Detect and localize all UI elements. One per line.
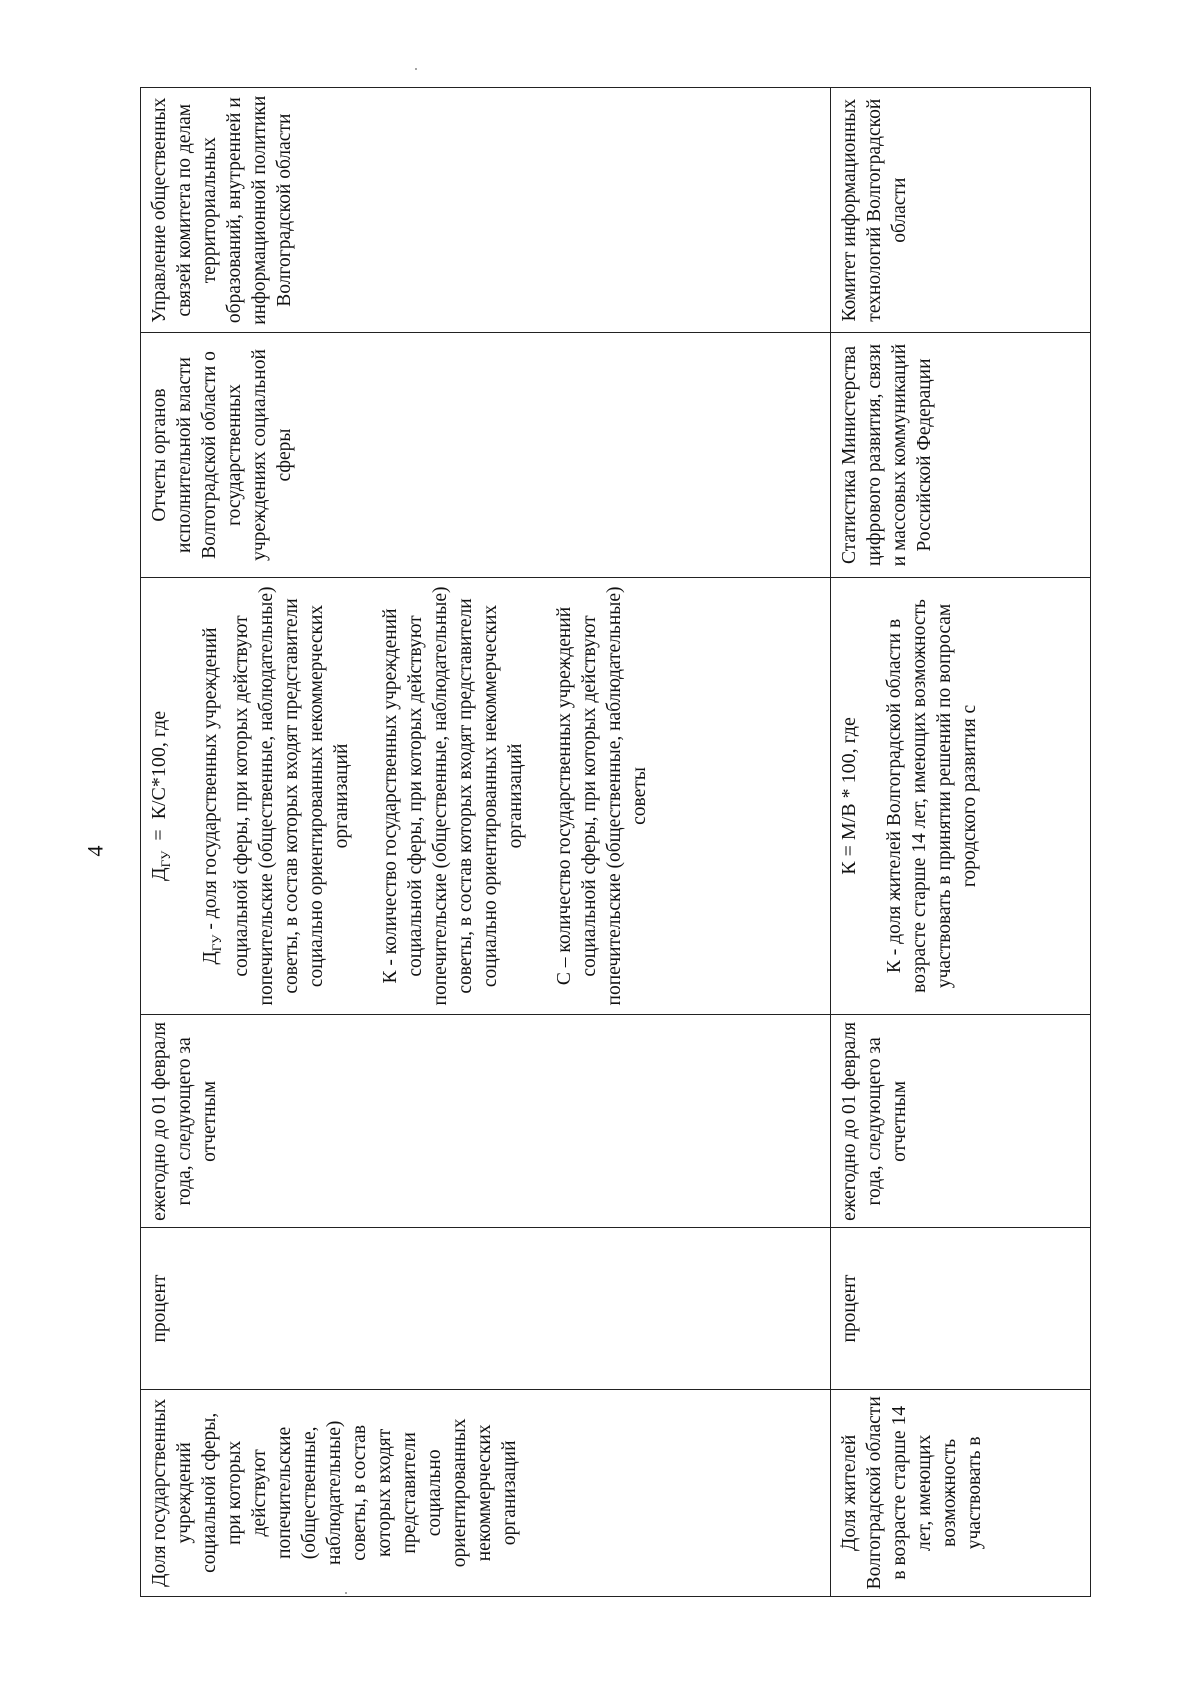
- formula-text: К/С*100, где: [148, 710, 170, 820]
- formula-cell: [831, 577, 1091, 1015]
- formula-cell: [141, 577, 831, 1015]
- indicator-cell: [141, 1389, 831, 1596]
- responsible-text: Управление общественных связей комитета по делам территориальных образований, внутренней и информационной политики Волгоградской области: [149, 95, 295, 325]
- formula-subscript: ГУ: [158, 850, 173, 868]
- formula-line: К = М/В * 100, где: [838, 717, 860, 875]
- source-cell: [141, 333, 831, 577]
- rotated-table-wrapper: [140, 87, 1090, 1597]
- formula-line: [147, 584, 178, 1009]
- period-cell: [141, 1015, 831, 1228]
- period-text: ежегодно до 01 февраля года, следующего за отчетным: [839, 1021, 910, 1221]
- unit-cell: [141, 1228, 831, 1389]
- def-symbol: Д: [200, 951, 221, 965]
- definition-2: К - количество государственных учреждений социальной сферы, при которых действуют попечительские (общественные, наблюдательные) советы, в состав которых входят представители социально ориентированных некоммерческих организаций: [379, 586, 526, 1006]
- period-text: ежегодно до 01 февраля года, следующего за отчетным: [149, 1021, 220, 1221]
- indicators-table: [140, 87, 1091, 1597]
- unit-text: процент: [839, 1274, 860, 1343]
- responsible-cell: [141, 88, 831, 333]
- table-row: [831, 88, 1091, 1597]
- unit-cell: [831, 1228, 1091, 1389]
- unit-text: процент: [149, 1274, 170, 1343]
- table-row: [141, 88, 831, 1597]
- indicator-text: Доля жителей Волгоградской области в возрасте старше 14 лет, имеющих возможность участвовать в: [839, 1396, 985, 1590]
- definition-1: [198, 584, 354, 1009]
- def-1-text: - доля государственных учреждений социальной сферы, при которых действуют попечительские (общественные, наблюдательные) советы, в состав которых входят представители социально ориентированных некоммерческих организаций: [200, 586, 352, 1006]
- source-text: Отчеты органов исполнительной власти Волгоградской области о государственных учреждениях социальной сферы: [149, 349, 295, 561]
- definition-3: С – количество государственных учреждений социальной сферы, при которых действуют попечительские (общественные, наблюдательные) советы: [553, 586, 650, 1006]
- formula-symbol: Д: [148, 867, 170, 882]
- indicator-text: Доля государственных учреждений социальной сферы, при которых действуют попечительские (общественные, наблюдательные) советы, в состав которых входят представители социально ориентированных некоммерческих организаций: [149, 1398, 520, 1587]
- equals-sign: =: [148, 824, 170, 846]
- responsible-text: Комитет информационных технологий Волгоградской области: [839, 98, 910, 322]
- def-subscript: ГУ: [208, 934, 224, 952]
- definition-1: К - доля жителей Волгоградской области в возрасте старше 14 лет, имеющих возможность участвовать в принятии решений по вопросам городского развития с: [884, 599, 980, 993]
- source-cell: [831, 333, 1091, 577]
- source-text: Статистика Министерства цифрового развития, связи и массовых коммуникаций Российской Федерации: [839, 343, 935, 567]
- responsible-cell: [831, 88, 1091, 333]
- indicator-cell: [831, 1389, 1091, 1596]
- page-number: 4: [82, 845, 108, 857]
- period-cell: [831, 1015, 1091, 1228]
